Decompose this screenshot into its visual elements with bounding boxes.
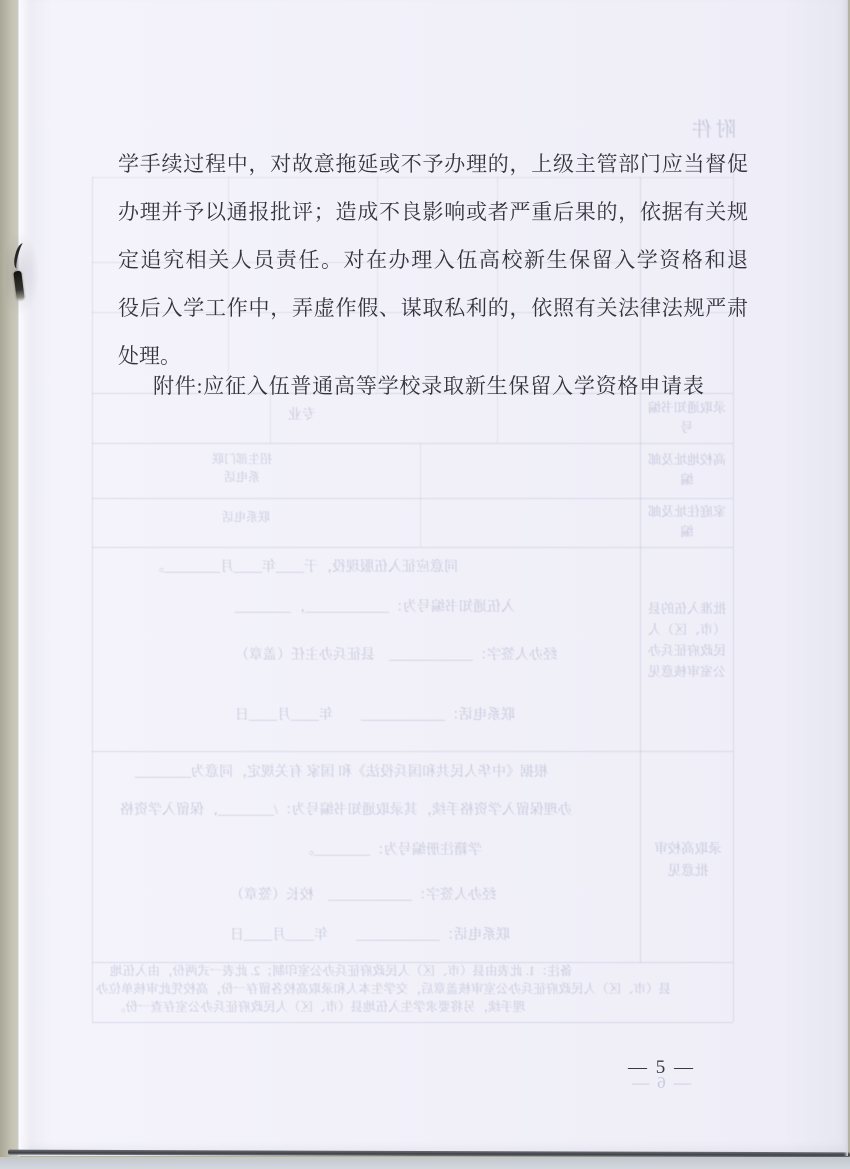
scanner-background-bottom-strip bbox=[0, 1157, 850, 1169]
paragraph-line: 办理并予以通报批评；造成不良影响或者严重后果的，依据有关规 bbox=[118, 200, 748, 224]
ghost-county-line: 联系电话：____________ 年____月____日 bbox=[235, 708, 515, 723]
ghost-note-line: 理手续，另将要求学生入伍地县（市、区）人民政府征兵办公室存查一份。 bbox=[113, 1000, 526, 1014]
ghost-label-college-address: 高校地址及邮编 bbox=[648, 452, 727, 487]
ghost-label-admissions-phone: 招生部门联系电话 bbox=[212, 452, 273, 484]
attachment-reference-line: 附件:应征入伍普通高等学校录取新生保留入学资格申请表 bbox=[153, 374, 705, 398]
ghost-label-county-opinion: 批准入伍的县（市、区）人民政府征兵办公室审核意见 bbox=[648, 601, 727, 679]
paper-right-edge bbox=[844, 0, 848, 1156]
paragraph-line: 学手续过程中，对故意拖延或不予办理的，上级主管部门应当督促 bbox=[118, 152, 748, 176]
paragraph-line: 役后入学工作中，弄虚作假、谋取私利的，依照有关法律法规严肃 bbox=[118, 296, 748, 320]
ghost-label-home-address: 家庭住址及邮编 bbox=[648, 504, 727, 539]
ghost-college-line: 经办人签字：____________ 校长（签章） bbox=[230, 888, 496, 903]
ghost-note-line: 县（市、区）人民政府征兵办公室审核盖章后，交学生本人和录取高校各留存一份，高校凭此审核单位办 bbox=[96, 982, 672, 996]
ghost-college-line: 根据《中华人民共和国兵役法》和 国家 有关规定，同意为________ bbox=[135, 765, 548, 780]
ghost-label-college-opinion: 录取高校审批意见 bbox=[654, 841, 722, 878]
ghost-county-line: 同意应征入伍服现役，于____年____月________。 bbox=[150, 560, 458, 575]
paragraph-line: 处理。 bbox=[118, 344, 181, 368]
page-number: — 5 — bbox=[628, 1057, 695, 1078]
ghost-county-line: 经办人签字：____________ 县征兵办主任（盖章） bbox=[235, 648, 557, 663]
paragraph-line: 定追究相关人员责任。对在办理入伍高校新生保留入学资格和退 bbox=[118, 248, 748, 272]
ghost-college-line: 办理保留入学资格手续，其录取通知书编号为：/________，保留入学资格 bbox=[120, 803, 572, 818]
ghost-label-phone: 联系电话 bbox=[222, 510, 271, 524]
ghost-label-major: 专业 bbox=[288, 408, 316, 423]
ghost-college-line: 联系电话：____________ 年____月____日 bbox=[230, 928, 510, 943]
ghost-page-number: — 6 — bbox=[630, 1073, 691, 1092]
ghost-label-notice-no: 录取通知书编号 bbox=[648, 400, 727, 435]
ghost-attachment-header: 附件 bbox=[688, 119, 736, 141]
ghost-county-line: 入伍通知书编号为：____________，________ bbox=[235, 600, 515, 615]
ghost-college-line: 学籍注册编号为：________。 bbox=[300, 843, 482, 858]
ghost-note-line: 备注：1. 此表由县（市、区）人民政府征兵办公室印制；2. 此表一式两份，由入伍地 bbox=[110, 964, 573, 978]
